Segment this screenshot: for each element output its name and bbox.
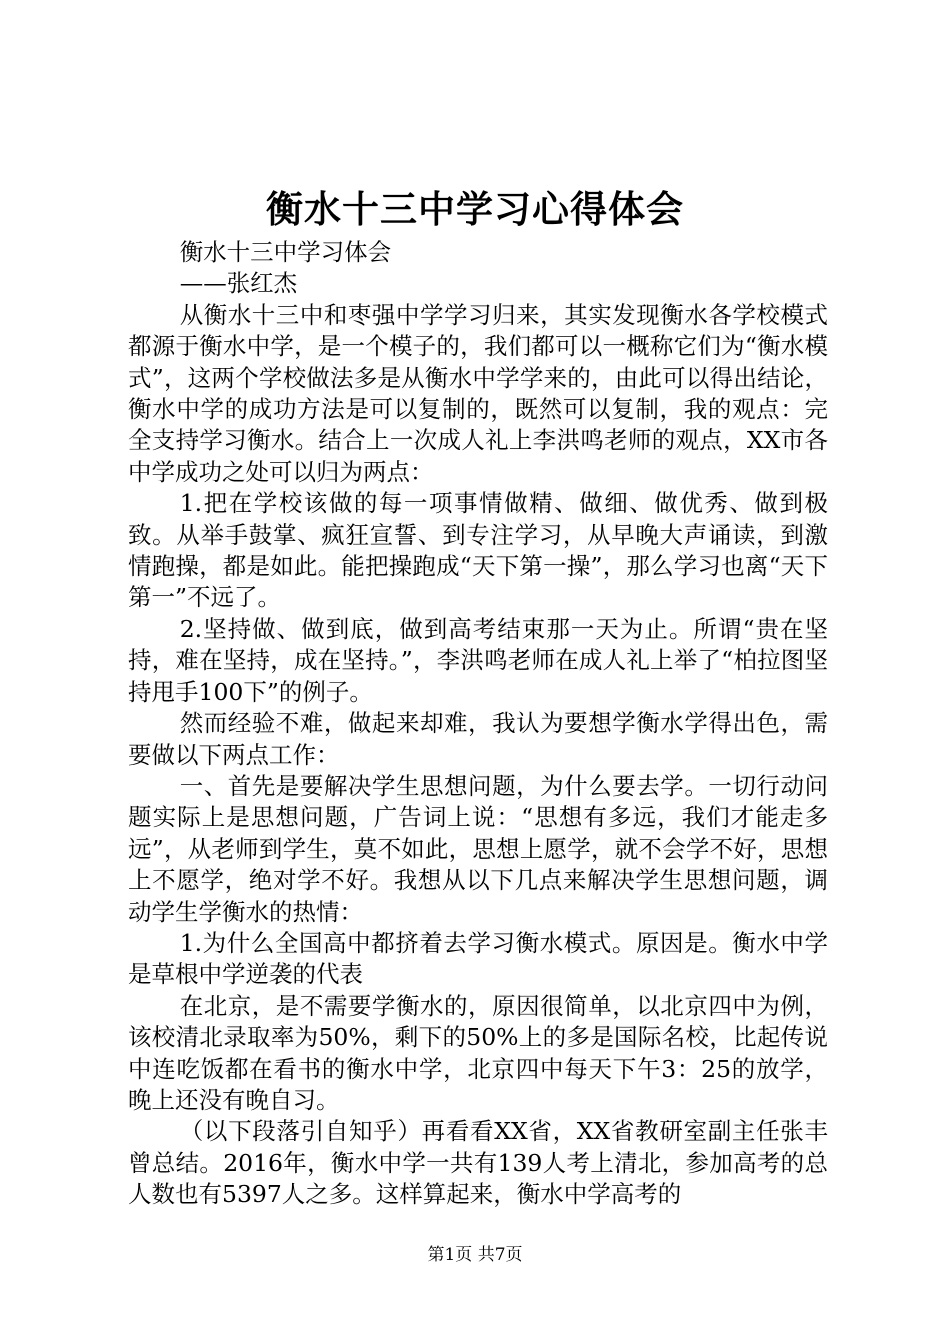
paragraph: 一、首先是要解决学生思想问题，为什么要去学。一切行动问题实际上是思想问题，广告词上说：“思想有多远，我们才能走多远”，从老师到学生，莫不如此，思想上愿学，就不会学不好，思想上不愿学，绝对学不好。我想从以下几点来解决学生思想问题，调动学生学衡水的热情： bbox=[128, 771, 828, 926]
document-title: 衡水十三中学习心得体会 bbox=[266, 187, 684, 231]
document-body bbox=[128, 237, 828, 1211]
paragraph-subtitle: 衡水十三中学习体会 bbox=[179, 238, 392, 266]
paragraph: 1.为什么全国高中都挤着去学习衡水模式。原因是。衡水中学是草根中学逆袭的代表 bbox=[128, 928, 828, 989]
paragraph-author: ——张红杰 bbox=[179, 269, 298, 298]
paragraph: 2.坚持做、做到底，做到高考结束那一天为止。所谓“贵在坚持，难在坚持，成在坚持。”，李洪鸣老师在成人礼上举了“柏拉图坚持甩手100下”的例子。 bbox=[128, 614, 828, 706]
page-footer bbox=[0, 1244, 950, 1266]
paragraph: 然而经验不难，做起来却难，我认为要想学衡水学得出色，需要做以下两点工作： bbox=[128, 709, 828, 769]
paragraph: 从衡水十三中和枣强中学学习归来，其实发现衡水各学校模式都源于衡水中学，是一个模子的，我们都可以一概称它们为“衡水模式”，这两个学校做法多是从衡水中学学来的，由此可以得出结论，衡水中学的成功方法是可以复制的，既然可以复制，我的观点：完全支持学习衡水。结合上一次成人礼上李洪鸣老师的观点，XX市各中学成功之处可以归为两点： bbox=[128, 300, 828, 486]
paragraph: 在北京，是不需要学衡水的，原因很简单，以北京四中为例，该校清北录取率为50%，剩下的50%上的多是国际名校，比起传说中连吃饭都在看书的衡水中学，北京四中每天下午3：25的放学，晚上还没有晚自习。 bbox=[128, 991, 828, 1114]
paragraph: 1.把在学校该做的每一项事情做精、做细、做优秀、做到极致。从举手鼓掌、疯狂宣誓、到专注学习，从早晚大声诵读，到激情跑操，都是如此。能把操跑成“天下第一操”，那么学习也离“天下第一”不远了。 bbox=[128, 489, 828, 612]
paragraph: （以下段落引自知乎）再看看XX省，XX省教研室副主任张丰曾总结。2016年，衡水中学一共有139人考上清北，参加高考的总人数也有5397人之多。这样算起来，衡水中学高考的 bbox=[128, 1117, 828, 1209]
page-number: 第1页 共7页 bbox=[427, 1245, 523, 1265]
